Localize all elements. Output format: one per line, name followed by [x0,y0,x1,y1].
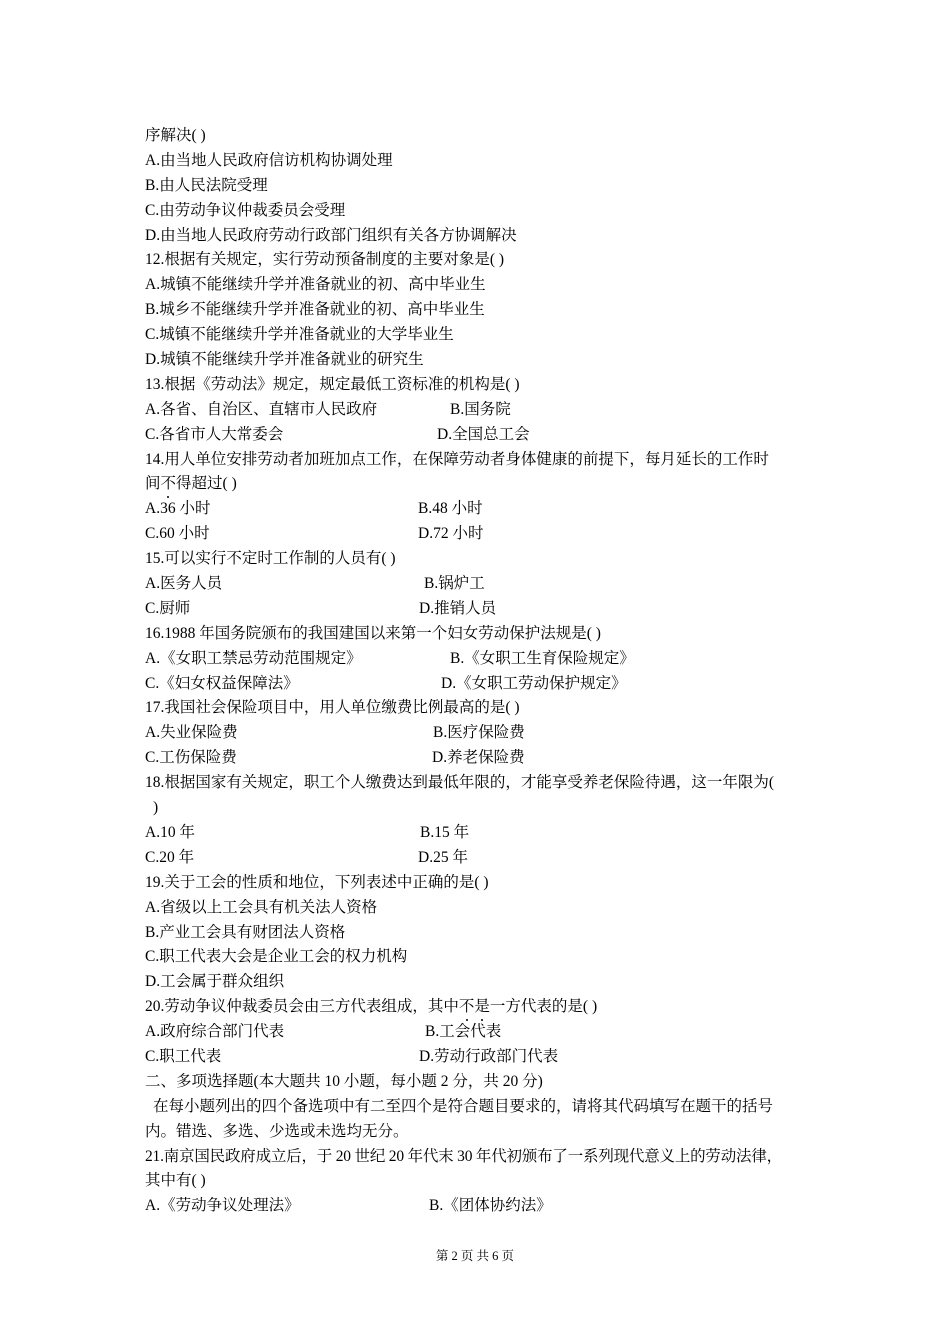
option-row [145,721,835,746]
option: B.国务院 [450,400,511,418]
option: C.20 年 [145,848,195,866]
option: D.全国总工会 [437,425,530,443]
option: C.各省市人大常委会 [145,425,284,443]
option: B.48 小时 [418,500,483,518]
option-row [145,746,835,771]
option-row [145,1020,835,1045]
option: C.工伤保险费 [145,749,237,767]
option: D.养老保险费 [432,749,525,767]
option-row [145,821,835,846]
emphasis-dot-char: 不 [459,995,475,1020]
text-line: A.城镇不能继续升学并准备就业的初、高中毕业生 [145,276,486,294]
option: C.60 小时 [145,525,210,543]
text-line: 序解决( ) [145,127,206,144]
option: D.25 年 [418,848,468,866]
option: D.《女职工劳动保护规定》 [441,674,627,692]
option-row [145,1194,835,1219]
option: B.《团体协约法》 [429,1197,552,1215]
option: A.医务人员 [145,575,223,593]
text-span: 间 [145,475,161,493]
option: B.锅炉工 [424,575,485,593]
option-row [145,1045,835,1070]
text-line: C.城镇不能继续升学并准备就业的大学毕业生 [145,326,454,344]
question-13-stem: 13.根据《劳动法》规定，规定最低工资标准的机构是( ) [145,375,520,393]
option-row [145,647,835,672]
page-content [145,124,835,1219]
option: A.《女职工禁忌劳动范围规定》 [145,649,362,667]
option-row [145,522,835,547]
option: B.《女职工生育保险规定》 [450,649,635,667]
option: C.职工代表大会是企业工会的权力机构 [145,948,408,966]
option-row [145,398,835,423]
text-line: C.由劳动争议仲裁委员会受理 [145,201,346,219]
section-instructions: 在每小题列出的四个备选项中有二至四个是符合题目要求的，请将其代码填写在题干的括号 [153,1097,774,1115]
option: A.《劳动争议处理法》 [145,1197,300,1215]
option: C.职工代表 [145,1047,222,1065]
option: A.失业保险费 [145,724,238,742]
text-span: 得超过( ) [176,475,237,493]
option: D.推销人员 [419,599,497,617]
option: C.厨师 [145,599,191,617]
option: A.各省、自治区、直辖市人民政府 [145,400,378,418]
question-18-stem-cont: ) [153,799,159,817]
option: B.工会代表 [425,1023,502,1041]
option: A.10 年 [145,823,195,841]
text-line: A.由当地人民政府信访机构协调处理 [145,151,393,169]
text-line: B.城乡不能继续升学并准备就业的初、高中毕业生 [145,301,485,319]
option-row [145,572,835,597]
option-row [145,423,835,448]
option-row [145,672,835,697]
question-14-stem: 14.用人单位安排劳动者加班加点工作，在保障劳动者身体健康的前提下，每月延长的工作时 [145,450,769,468]
option: C.《妇女权益保障法》 [145,674,299,692]
option-row [145,846,835,871]
text-line: D.由当地人民政府劳动行政部门组织有关各方协调解决 [145,226,517,244]
option: D.劳动行政部门代表 [419,1047,559,1065]
question-12-stem: 12.根据有关规定，实行劳动预备制度的主要对象是( ) [145,251,505,269]
option: B.产业工会具有财团法人资格 [145,923,346,941]
option: A.36 小时 [145,500,211,518]
text-span: 一方代表的是( ) [489,998,598,1016]
page-footer: 第 2 页 共 6 页 [435,1249,515,1263]
option: B.15 年 [420,823,470,841]
question-20-stem [145,995,835,1020]
option-row [145,497,835,522]
option: B.医疗保险费 [433,724,525,742]
option: D.工会属于群众组织 [145,973,285,991]
question-16-stem: 16.1988 年国务院颁布的我国建国以来第一个妇女劳动保护法规是( ) [145,624,601,642]
option-row [145,597,835,622]
question-18-stem: 18.根据国家有关规定，职工个人缴费达到最低年限的，才能享受养老保险待遇，这一年限为( [145,774,775,792]
question-17-stem: 17.我国社会保险项目中，用人单位缴费比例最高的是( ) [145,699,520,717]
option: D.72 小时 [418,525,484,543]
text-line: B.由人民法院受理 [145,176,268,194]
question-19-stem: 19.关于工会的性质和地位，下列表述中正确的是( ) [145,873,489,891]
option: A.省级以上工会具有机关法人资格 [145,898,378,916]
question-15-stem: 15.可以实行不定时工作制的人员有( ) [145,550,396,568]
question-21-stem: 21.南京国民政府成立后，于 20 世纪 20 年代末 30 年代初颁布了一系列现代意义上的劳动法律， [145,1147,782,1165]
emphasis-dot-char: 是 [474,995,490,1020]
emphasis-dot-char: 不 [161,472,177,497]
question-21-stem-cont: 其中有( ) [145,1172,206,1190]
text-span: 20.劳动争议仲裁委员会由三方代表组成，其中 [145,998,459,1016]
section-heading: 二、多项选择题(本大题共 10 小题，每小题 2 分，共 20 分) [145,1072,543,1090]
text-line: D.城镇不能继续升学并准备就业的研究生 [145,351,424,369]
question-14-stem-cont [145,472,835,497]
option: A.政府综合部门代表 [145,1023,285,1041]
section-instructions-cont: 内。错选、多选、少选或未选均无分。 [145,1122,409,1140]
